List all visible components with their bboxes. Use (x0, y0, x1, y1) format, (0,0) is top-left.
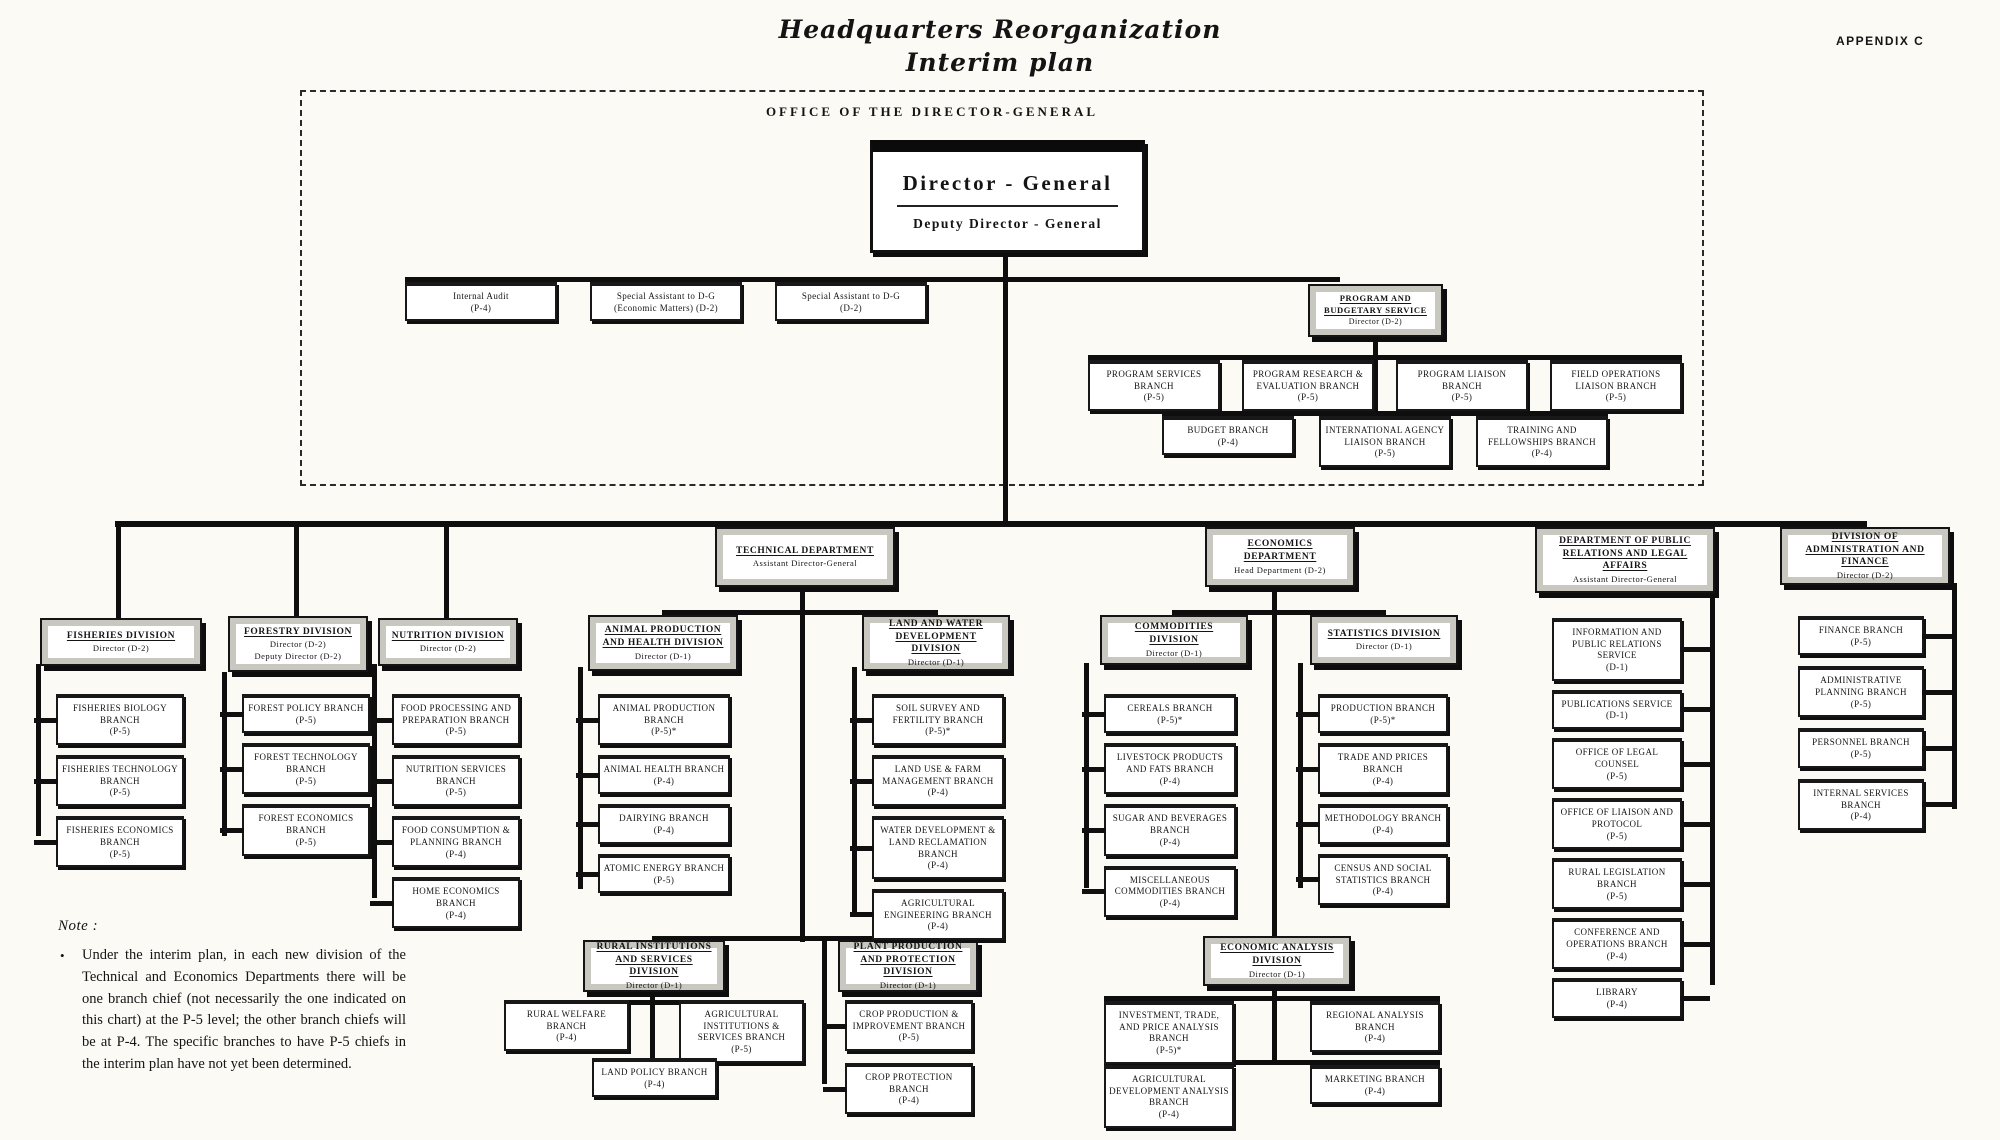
connector-line (578, 667, 583, 889)
box-title: ANIMAL HEALTH BRANCH (603, 764, 725, 775)
box-subtitle: Head Department (D-2) (1234, 564, 1326, 575)
org-box (1104, 743, 1236, 794)
box-title: PROGRAM SERVICES BRANCH (1106, 369, 1202, 391)
box-grade: (P-4) (1364, 1033, 1386, 1044)
org-box (598, 804, 730, 843)
box-subtitle: Director (D-1) (625, 980, 683, 991)
connector-line (1272, 585, 1277, 942)
rural-branches-row1 (504, 1000, 804, 1063)
administration-branches-column (1798, 616, 1924, 830)
box-title: HOME ECONOMICS BRANCH (412, 886, 500, 908)
box-title: CONFERENCE AND OPERATIONS BRANCH (1566, 927, 1668, 949)
page-title (500, 14, 1500, 79)
org-box (405, 282, 557, 321)
box-grade: (P-5)* (1156, 1045, 1182, 1056)
org-box (392, 816, 520, 867)
org-box (1318, 854, 1448, 905)
box-grade: (P-4) (556, 1032, 577, 1043)
public-relations-branches-column (1552, 618, 1682, 1018)
footnote-body (58, 945, 406, 1076)
box-grade: (P-4) (1531, 448, 1553, 459)
box-title: FINANCE BRANCH (1818, 625, 1904, 635)
org-box (1104, 1065, 1234, 1128)
connector-line (1952, 583, 1957, 809)
footnote-bullet: • (60, 948, 65, 963)
box-title: LAND POLICY BRANCH (601, 1067, 708, 1077)
box-title: Special Assistant to D-G (616, 291, 716, 301)
animal-production-division-box (588, 615, 738, 671)
box-title: FOOD CONSUMPTION & PLANNING BRANCH (401, 825, 511, 847)
box-title: FOREST POLICY BRANCH (248, 703, 364, 713)
box-grade: (P-4) (1372, 886, 1394, 897)
box-title: CEREALS BRANCH (1127, 703, 1213, 713)
box-subtitle: Director (D-1) (1355, 641, 1413, 652)
box-grade: (P-5) (898, 1032, 920, 1043)
page-title-line1: Headquarters Reorganization (778, 15, 1222, 44)
footnote-label: Note : (58, 918, 99, 934)
footnote-text: Under the interim plan, in each new division of the Technical and Economics Departments there will be one branch chief (not necessarily the one indicated on this chart) at the P-5 level; the other branch chiefs will be at P-4. The specific branches to have P-5 chiefs in the interim plan have not yet been determined. (82, 947, 406, 1072)
box-grade: (P-5) (109, 726, 131, 737)
box-grade: (P-5) (1606, 770, 1628, 781)
org-box (1798, 779, 1924, 830)
box-title: LAND USE & FARM MANAGEMENT BRANCH (882, 764, 994, 786)
box-title: Internal Audit (453, 291, 509, 301)
org-box (242, 743, 370, 794)
org-box (1162, 416, 1294, 455)
forestry-branches-column (242, 694, 370, 856)
box-grade: (P-4) (1850, 811, 1872, 822)
technical-department-box (715, 527, 895, 587)
box-grade: (D-2) (840, 302, 862, 313)
box-grade: (P-4) (470, 302, 492, 313)
box-grade: (D-1) (1606, 662, 1628, 673)
box-grade: (P-5) (1605, 392, 1627, 403)
box-grade: (P-5) (445, 726, 467, 737)
box-title: LAND AND WATER DEVELOPMENT DIVISION (888, 618, 984, 655)
box-title: FIELD OPERATIONS LIAISON BRANCH (1571, 369, 1661, 391)
connector-line (852, 667, 857, 912)
box-title: PERSONNEL BRANCH (1812, 737, 1910, 748)
box-title: MARKETING BRANCH (1324, 1074, 1426, 1084)
fisheries-branches-column (56, 694, 184, 867)
box-title: CROP PRODUCTION & IMPROVEMENT BRANCH (852, 1009, 966, 1031)
box-grade: (P-4) (1606, 950, 1628, 961)
org-box (590, 282, 742, 321)
economic-analysis-row2 (1104, 1065, 1440, 1128)
box-grade: (P-5) (295, 775, 317, 786)
nutrition-division-box (378, 618, 518, 666)
box-grade: (P-4) (1372, 825, 1394, 836)
nutrition-branches-column (392, 694, 520, 928)
box-title: FISHERIES TECHNOLOGY BRANCH (61, 764, 179, 786)
divider (897, 205, 1118, 207)
connector-line (116, 527, 121, 619)
connector-line (294, 527, 299, 619)
fisheries-division-box (40, 618, 202, 666)
program-budgetary-service-box (1308, 284, 1443, 337)
org-box (1319, 416, 1451, 467)
org-box (56, 816, 184, 867)
box-grade: (P-4) (1159, 897, 1181, 908)
box-title: MISCELLANEOUS COMMODITIES BRANCH (1114, 874, 1226, 897)
org-box (1798, 666, 1924, 717)
org-box (872, 694, 1004, 745)
box-subtitle: Director (D-2) (92, 643, 150, 654)
box-grade: (P-4) (445, 848, 467, 859)
director-general-box (870, 140, 1145, 253)
box-title: STATISTICS DIVISION (1327, 628, 1441, 639)
dg-staff-row (405, 282, 927, 321)
box-grade: (P-4) (1606, 999, 1628, 1010)
org-box (1318, 804, 1448, 843)
box-title: CROP PROTECTION BRANCH (865, 1072, 953, 1094)
box-title: PRODUCTION BRANCH (1330, 703, 1436, 713)
org-box (845, 1000, 973, 1051)
connector-line (444, 527, 449, 619)
plant-production-division-box (838, 940, 978, 992)
director-general-title: Director - General (902, 170, 1113, 195)
administration-division-box (1780, 527, 1950, 585)
org-box (1318, 743, 1448, 794)
box-title: PROGRAM RESEARCH & EVALUATION BRANCH (1252, 369, 1364, 391)
box-grade: (P-5) (1850, 636, 1872, 647)
footnote (58, 918, 406, 1076)
org-box (1088, 360, 1220, 411)
box-title: PROGRAM LIAISON BRANCH (1417, 369, 1507, 391)
box-grade: (P-4) (1364, 1085, 1386, 1096)
appendix-label: APPENDIX C (1836, 34, 1925, 48)
connector-line (1003, 250, 1008, 525)
forestry-division-box (228, 616, 368, 672)
org-box (775, 282, 927, 321)
org-box (392, 877, 520, 928)
org-box (392, 694, 520, 745)
plant-branches-column (845, 1000, 973, 1114)
box-grade: (P-5)* (651, 726, 677, 737)
deputy-director-general-title: Deputy Director - General (913, 215, 1102, 231)
box-title: WATER DEVELOPMENT & LAND RECLAMATION BRANCH (880, 825, 996, 859)
connector-line (822, 940, 827, 1084)
connector-line (1710, 589, 1715, 985)
box-subtitle: Director (D-1) (1248, 968, 1306, 979)
org-box (592, 1058, 717, 1097)
box-title: REGIONAL ANALYSIS BRANCH (1326, 1010, 1424, 1032)
box-grade: (P-4) (1159, 836, 1181, 847)
box-title: TRAINING AND FELLOWSHIPS BRANCH (1488, 425, 1596, 447)
statistics-branches-column (1318, 694, 1448, 905)
org-box (1552, 918, 1682, 969)
economics-department-box (1205, 527, 1355, 587)
box-grade: (P-4) (927, 787, 949, 798)
org-box (1552, 618, 1682, 681)
box-title: NUTRITION DIVISION (391, 630, 505, 641)
box-grade: (P-5) (731, 1044, 752, 1055)
box-subtitle: Director (D-2) (269, 639, 327, 650)
box-grade: (P-5) (1297, 392, 1319, 403)
pbs-branches-row2 (1162, 416, 1608, 467)
box-title: SUGAR AND BEVERAGES BRANCH (1112, 813, 1228, 836)
org-box (845, 1063, 973, 1114)
box-title: TECHNICAL DEPARTMENT (736, 545, 874, 556)
box-title: CENSUS AND SOCIAL STATISTICS BRANCH (1334, 862, 1432, 885)
box-grade: (P-5) (109, 848, 131, 859)
box-grade: (P-5) (445, 787, 467, 798)
box-title: ANIMAL PRODUCTION AND HEALTH DIVISION (602, 625, 724, 648)
box-title: LIBRARY (1596, 987, 1638, 998)
org-box (1798, 728, 1924, 767)
box-grade: (P-4) (653, 775, 675, 786)
box-grade: (P-4) (927, 921, 949, 932)
box-grade: (P-4) (927, 860, 949, 871)
box-title: PROGRAM AND BUDGETARY SERVICE (1324, 293, 1427, 315)
org-box (1552, 738, 1682, 789)
org-box (392, 755, 520, 806)
box-subtitle: Director (D-1) (634, 650, 692, 661)
box-title: DEPARTMENT OF PUBLIC RELATIONS AND LEGAL AFFAIRS (1559, 535, 1691, 572)
org-box (1550, 360, 1682, 411)
box-title: FOREST TECHNOLOGY BRANCH (254, 752, 358, 775)
box-title: BUDGET BRANCH (1187, 425, 1269, 435)
box-subtitle: Director (D-1) (1145, 647, 1203, 658)
org-box (598, 854, 730, 893)
box-title: OFFICE OF LEGAL COUNSEL (1575, 747, 1659, 769)
economic-analysis-division-box (1203, 936, 1351, 986)
box-grade: (P-4) (644, 1078, 665, 1089)
box-title: FISHERIES DIVISION (66, 630, 176, 641)
org-box (1476, 416, 1608, 467)
box-subtitle2: Deputy Director (D-2) (254, 651, 342, 662)
org-box (1104, 804, 1236, 855)
org-box (1552, 690, 1682, 729)
org-box (1396, 360, 1528, 411)
land-water-division-box (862, 615, 1010, 671)
box-title: PUBLICATIONS SERVICE (1561, 698, 1673, 709)
org-box (872, 755, 1004, 806)
box-grade: (P-5) (109, 787, 131, 798)
org-box (1104, 1001, 1234, 1064)
box-title: COMMODITIES DIVISION (1134, 622, 1214, 645)
box-grade: (D-1) (1606, 710, 1628, 721)
org-box (1242, 360, 1374, 411)
org-box (1552, 858, 1682, 909)
org-box (598, 755, 730, 794)
box-title: SOIL SURVEY AND FERTILITY BRANCH (892, 703, 984, 725)
box-title: INFORMATION AND PUBLIC RELATIONS SERVICE (1572, 627, 1662, 661)
box-title: FORESTRY DIVISION (244, 626, 352, 637)
box-grade: (P-4) (445, 909, 467, 920)
box-grade: (P-5) (295, 836, 317, 847)
box-title: INVESTMENT, TRADE, AND PRICE ANALYSIS BRANCH (1118, 1010, 1220, 1044)
org-box (1318, 694, 1448, 733)
org-box (56, 755, 184, 806)
box-grade: (P-5) (1606, 830, 1628, 841)
box-title: RURAL LEGISLATION BRANCH (1568, 867, 1666, 889)
box-title: INTERNAL SERVICES BRANCH (1813, 787, 1909, 810)
box-subtitle: Assistant Director-General (752, 558, 858, 569)
box-grade: (Economic Matters) (D-2) (613, 302, 719, 313)
box-grade: (P-4) (653, 825, 675, 836)
org-box (872, 889, 1004, 940)
box-grade: (P-5)* (925, 726, 951, 737)
connector-line (222, 672, 227, 836)
box-title: METHODOLOGY BRANCH (1324, 813, 1442, 824)
connector-line (1084, 663, 1089, 888)
box-title: LIVESTOCK PRODUCTS AND FATS BRANCH (1116, 752, 1224, 775)
box-subtitle: Director (D-2) (1348, 317, 1403, 327)
box-grade: (P-5) (1850, 698, 1872, 709)
box-grade: (P-5) (1374, 448, 1396, 459)
box-title: AGRICULTURAL DEVELOPMENT ANALYSIS BRANCH (1109, 1074, 1229, 1108)
box-title: RURAL WELFARE BRANCH (526, 1009, 607, 1031)
box-subtitle: Director (D-2) (1836, 570, 1894, 581)
animal-production-branches-column (598, 694, 730, 893)
org-box (1104, 694, 1236, 733)
commodities-division-box (1100, 615, 1248, 665)
box-title: AGRICULTURAL ENGINEERING BRANCH (884, 897, 992, 920)
box-title: DIVISION OF ADMINISTRATION AND FINANCE (1805, 531, 1925, 568)
box-title: AGRICULTURAL INSTITUTIONS & SERVICES BRANCH (697, 1009, 786, 1043)
box-title: ECONOMICS DEPARTMENT (1243, 539, 1317, 562)
box-grade: (P-5) (295, 714, 317, 725)
org-box (1310, 1001, 1440, 1052)
box-title: ATOMIC ENERGY BRANCH (603, 862, 725, 873)
org-box (679, 1000, 804, 1063)
box-title: ECONOMIC ANALYSIS DIVISION (1220, 943, 1334, 966)
connector-line (36, 664, 41, 836)
connector-line (800, 585, 805, 942)
org-box (504, 1000, 629, 1051)
box-title: TRADE AND PRICES BRANCH (1337, 752, 1429, 775)
box-subtitle: Director (D-1) (879, 980, 937, 991)
org-box (1798, 616, 1924, 655)
box-grade: (P-4) (1372, 775, 1394, 786)
commodities-branches-column (1104, 694, 1236, 917)
box-title: PLANT PRODUCTION AND PROTECTION DIVISION (853, 941, 963, 978)
box-grade: (P-4) (1158, 1109, 1180, 1120)
box-grade: (P-4) (1159, 775, 1181, 786)
office-of-director-general-label: OFFICE OF THE DIRECTOR-GENERAL (765, 104, 1099, 119)
public-relations-department-box (1535, 527, 1715, 593)
box-grade: (P-5) (1143, 392, 1165, 403)
box-title: ANIMAL PRODUCTION BRANCH (612, 703, 716, 725)
box-title: FOREST ECONOMICS BRANCH (258, 813, 354, 836)
box-grade: (P-5) (1451, 392, 1473, 403)
box-grade: (P-5) (653, 874, 675, 885)
org-box (872, 816, 1004, 879)
org-box (1552, 798, 1682, 849)
page-title-line2: Interim plan (905, 47, 1095, 77)
box-title: Special Assistant to D-G (801, 291, 901, 301)
box-subtitle: Director (D-1) (907, 657, 965, 668)
box-subtitle: Assistant Director-General (1572, 574, 1678, 585)
org-box (56, 694, 184, 745)
box-title: DAIRYING BRANCH (619, 813, 709, 824)
box-grade: (P-4) (898, 1095, 920, 1106)
box-grade: (P-5) (1606, 890, 1628, 901)
land-water-branches-column (872, 694, 1004, 940)
box-subtitle: Director (D-2) (419, 643, 477, 654)
org-box (1310, 1065, 1440, 1104)
org-box (1552, 978, 1682, 1017)
org-box (242, 694, 370, 733)
rural-branches-row2 (592, 1058, 717, 1097)
box-grade: (P-5) (1850, 749, 1872, 760)
box-title: FISHERIES ECONOMICS BRANCH (66, 825, 174, 847)
box-title: NUTRITION SERVICES BRANCH (405, 764, 507, 786)
rural-institutions-division-box (583, 940, 725, 992)
box-title: ADMINISTRATIVE PLANNING BRANCH (1815, 675, 1907, 698)
org-box (598, 694, 730, 745)
box-title: OFFICE OF LIAISON AND PROTOCOL (1560, 807, 1674, 829)
pbs-branches-row1 (1088, 360, 1682, 411)
box-title: FOOD PROCESSING AND PREPARATION BRANCH (400, 703, 512, 725)
org-box (242, 804, 370, 855)
box-title: INTERNATIONAL AGENCY LIAISON BRANCH (1325, 425, 1445, 447)
box-title: FISHERIES BIOLOGY BRANCH (72, 703, 168, 725)
economic-analysis-row1 (1104, 1001, 1440, 1064)
box-grade: (P-4) (1217, 436, 1239, 447)
statistics-division-box (1310, 615, 1458, 665)
org-box (1104, 866, 1236, 917)
box-grade: (P-5)* (1157, 714, 1183, 725)
box-grade: (P-5)* (1370, 714, 1396, 725)
connector-line (1298, 663, 1303, 888)
box-title: RURAL INSTITUTIONS AND SERVICES DIVISION (596, 941, 712, 978)
